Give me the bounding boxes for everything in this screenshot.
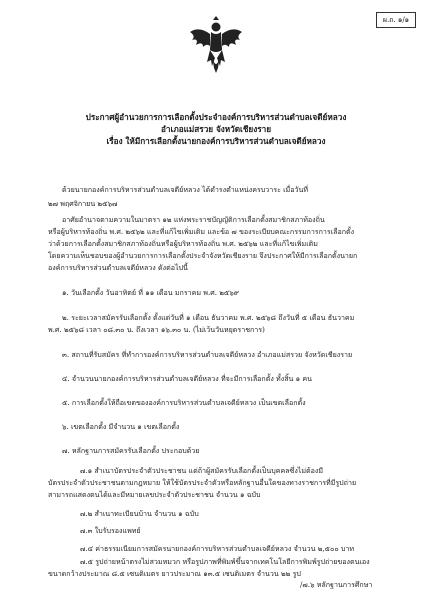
item-7-1-id-card-cont-2: สามารถแสดงตนได้และมีหมายเลขประจำตัวประชาชน จำนวน ๑ ฉบับ	[48, 490, 261, 499]
item-7-3-medical-certificate: ๗.๓ ใบรับรองแพทย์	[80, 526, 141, 535]
body-line-3: ว่าด้วยการเลือกตั้งสมาชิกสภาท้องถิ่นหรือผู้บริหารท้องถิ่น พ.ศ. ๒๕๖๒ และที่แก้ไขเพิ่มเติม	[48, 239, 318, 248]
item-7-1-id-card: ๗.๑ สำเนาบัตรประจำตัวประชาชน แต่ถ้าผู้สมัครรับเลือกตั้งเป็นบุคคลซึ่งไม่ต้องมี	[80, 466, 324, 475]
heading-line-1: ประกาศผู้อำนวยการการเลือกตั้งประจำองค์การบริหารส่วนตำบลเจดีย์หลวง	[85, 112, 347, 122]
heading-line-3: เรื่อง ให้มีการเลือกตั้งนายกองค์การบริหารส่วนตำบลเจดีย์หลวง	[106, 136, 326, 146]
item-7-4-fee: ๗.๔ ค่าธรรมเนียมการสมัครนายกองค์การบริหารส่วนตำบลเจดีย์หลวง จำนวน ๒,๕๐๐ บาท	[80, 544, 355, 553]
item-2-application-period: ๒. ระยะเวลาสมัครรับเลือกตั้ง ตั้งแต่วันที่ ๑ เดือน ธันวาคม พ.ศ. ๒๕๖๘ ถึงวันที่ ๕ เดือน ธันวาคม	[62, 313, 355, 322]
intro-line-1: ด้วยนายกองค์การบริหารส่วนตำบลเจดีย์หลวง ได้ดำรงตำแหน่งครบวาระ เมื่อวันที่	[62, 185, 309, 194]
heading-line-2: อำเภอแม่สรวย จังหวัดเชียงราย	[161, 124, 271, 134]
item-7-5-photo-cont: ขนาดกว้างประมาณ ๘.๕ เซนติเมตร ยาวประมาณ ๑๓.๕ เซนติเมตร จำนวน ๒๒ รูป	[48, 569, 301, 578]
body-line-5: องค์การบริหารส่วนตำบลเจดีย์หลวง ดังต่อไปนี้	[48, 263, 188, 272]
continuation-note: /๗.๖ หลักฐานการศึกษา	[300, 580, 373, 589]
item-7-documents-heading: ๗. หลักฐานการสมัครรับเลือกตั้ง ประกอบด้วย	[62, 446, 200, 455]
body-line-2: หรือผู้บริหารท้องถิ่น พ.ศ. ๒๕๖๒ และที่แก้ไขเพิ่มเติม และข้อ ๗ ของระเบียบคณะกรรมการการเลือกตั้ง	[48, 227, 355, 236]
item-1-election-date: ๑. วันเลือกตั้ง วันอาทิตย์ ที่ ๑๑ เดือน มกราคม พ.ศ. ๒๕๖๙	[62, 288, 239, 297]
item-5-election-area: ๕. การเลือกตั้งให้ถือเขตขององค์การบริหารส่วนตำบลเจดีย์หลวง เป็นเขตเลือกตั้ง	[62, 398, 306, 407]
item-7-2-house-registration: ๗.๒ สำเนาทะเบียนบ้าน จำนวน ๑ ฉบับ	[80, 509, 199, 518]
form-code-box: ผ.ถ. ๑/๑	[376, 12, 416, 28]
item-7-5-photo: ๗.๕ รูปถ่ายหน้าตรงไม่สวมหมวก หรือรูปภาพที่พิมพ์ขึ้นจากเทคโนโลยีการพิมพ์รูปถ่ายของตนเอง	[80, 557, 370, 566]
body-line-4: โดยความเห็นชอบของผู้อำนวยการการเลือกตั้งประจำจังหวัดเชียงราย จึงประกาศให้มีการเลือกตั้งนายก	[48, 251, 358, 260]
item-4-number-of-mayors: ๔. จำนวนนายกองค์การบริหารส่วนตำบลเจดีย์หลวง ที่จะมีการเลือกตั้ง ทั้งสิ้น ๑ คน	[62, 374, 312, 383]
item-7-1-id-card-cont-1: บัตรประจำตัวประชาชนตามกฎหมาย ให้ใช้บัตรประจำตัวหรือหลักฐานอื่นใดของทางราชการที่มีรูปถ่าย	[48, 478, 357, 487]
item-6-constituency-count: ๖. เขตเลือกตั้ง มีจำนวน ๑ เขตเลือกตั้ง	[62, 422, 180, 431]
item-2-application-period-cont: พ.ศ. ๒๕๖๘ เวลา ๐๘.๓๐ น. ถึงเวลา ๑๖.๓๐ น. (ไม่เว้นวันหยุดราชการ)	[48, 325, 265, 334]
garuda-emblem-icon	[187, 16, 245, 74]
item-3-application-place: ๓. สถานที่รับสมัคร ที่ทำการองค์การบริหารส่วนตำบลเจดีย์หลวง อำเภอแม่สรวย จังหวัดเชียงราย	[62, 350, 353, 359]
body-line-1: อาศัยอำนาจตามความในมาตรา ๑๒ แห่งพระราชบัญญัติการเลือกตั้งสมาชิกสภาท้องถิ่น	[62, 215, 325, 224]
intro-line-2: ๒๗ พฤศจิกายน ๒๕๖๗	[48, 199, 118, 208]
